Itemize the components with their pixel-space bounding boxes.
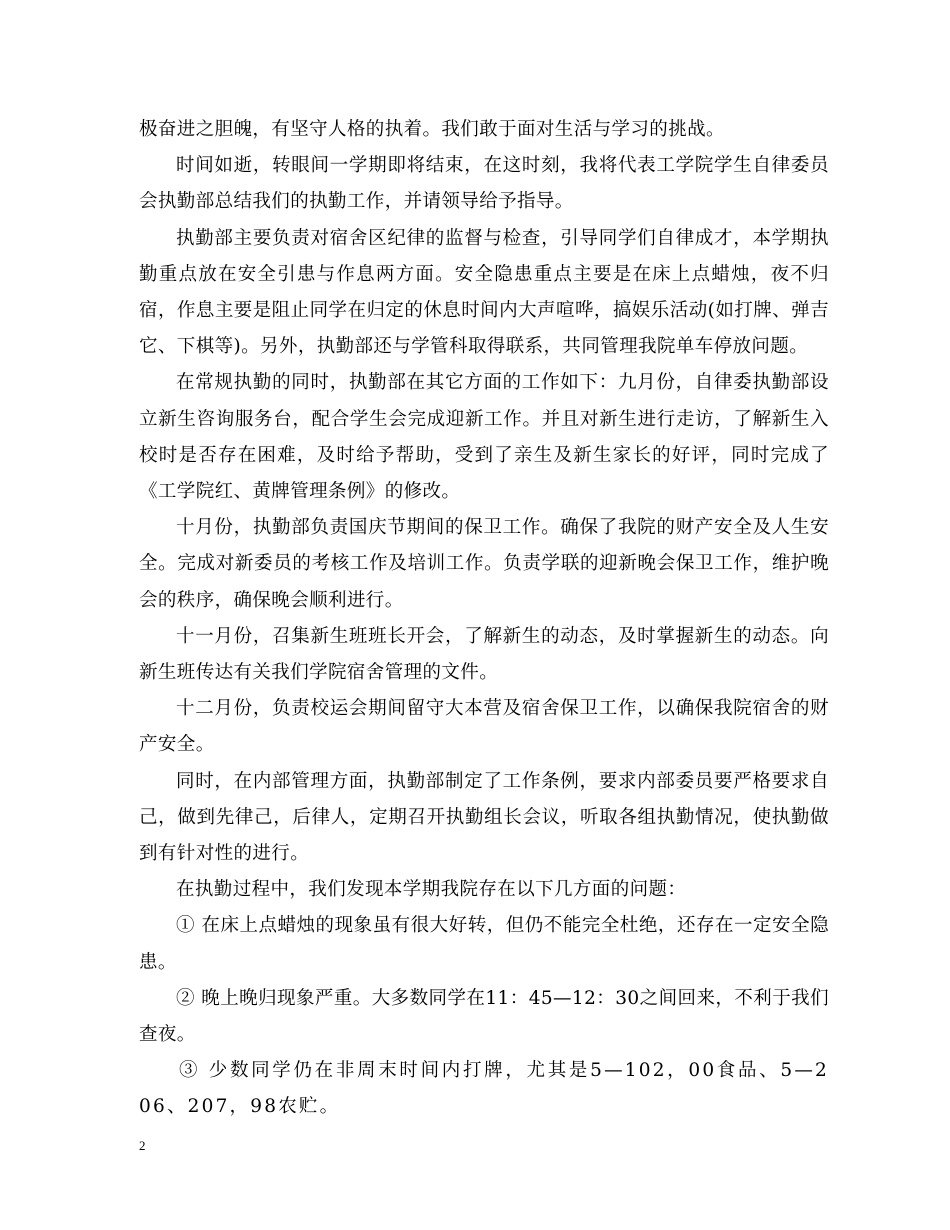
paragraph-september: 在常规执勤的同时，执勤部在其它方面的工作如下：九月份，自律委执勤部设立新生咨询服务台，配合学生会完成迎新工作。并且对新生进行走访，了解新生入校时是否存在困难，及时给予帮助，受到了亲生及新生家长的好评，同时完成了《工学院红、黄牌管理条例》的修改。 — [139, 372, 829, 503]
paragraph-intro: 时间如逝，转眼间一学期即将结束，在这时刻，我将代表工学院学生自律委员会执勤部总结我们的执勤工作，并请领导给予指导。 — [139, 155, 829, 213]
document-body — [139, 112, 829, 1126]
problem-item-2: ② 晚上晚归现象严重。大多数同学在11：45—12：30之间回来，不利于我们查夜。 — [139, 987, 829, 1046]
paragraph-december: 十二月份，负责校运会期间留守大本营及宿舍保卫工作，以确保我院宿舍的财产安全。 — [139, 698, 829, 756]
paragraph-october: 十月份，执勤部负责国庆节期间的保卫工作。确保了我院的财产安全及人生安全。完成对新委员的考核工作及培训工作。负责学联的迎新晚会保卫工作，维护晚会的秩序，确保晚会顺利进行。 — [139, 517, 829, 611]
problem-item-3: ③ 少数同学仍在非周末时间内打牌，尤其是5—102，00食品、5—206、207，98农贮。 — [139, 1060, 829, 1118]
paragraph-duties: 执勤部主要负责对宿舍区纪律的监督与检查，引导同学们自律成才，本学期执勤重点放在安全引患与作息两方面。安全隐患重点主要是在床上点蜡烛，夜不归宿，作息主要是阻止同学在归定的休息时间内大声喧哗，搞娱乐活动(如打牌、弹吉它、下棋等)。另外，执勤部还与学管科取得联系，共同管理我院单车停放问题。 — [139, 227, 829, 358]
page-number: 2 — [139, 1138, 146, 1153]
paragraph-problems-intro: 在执勤过程中，我们发现本学期我院存在以下几方面的问题： — [176, 879, 687, 901]
paragraph-internal-management: 同时，在内部管理方面，执勤部制定了工作条例，要求内部委员要严格要求自己，做到先律己，后律人，定期召开执勤组长会议，听取各组执勤情况，使执勤做到有针对性的进行。 — [139, 770, 829, 865]
problem-item-1: ① 在床上点蜡烛的现象虽有很大好转，但仍不能完全杜绝，还存在一定安全隐患。 — [139, 915, 829, 973]
paragraph-continuation: 极奋进之胆魄，有坚守人格的执着。我们敢于面对生活与学习的挑战。 — [139, 119, 725, 140]
paragraph-november: 十一月份，召集新生班班长开会，了解新生的动态，及时掌握新生的动态。向新生班传达有关我们学院宿舍管理的文件。 — [139, 625, 829, 684]
